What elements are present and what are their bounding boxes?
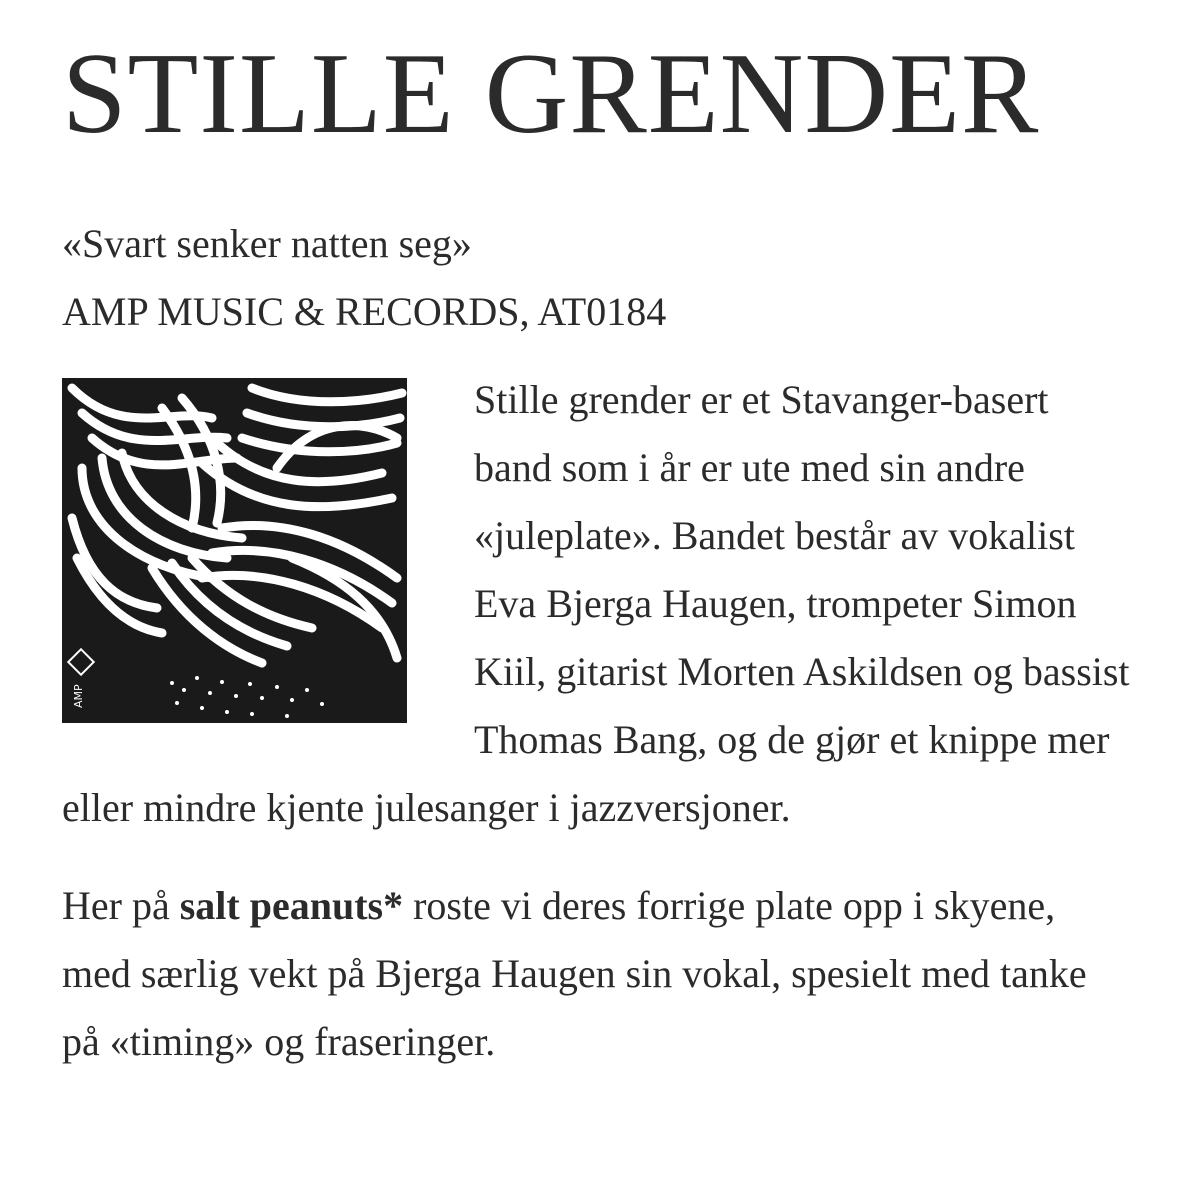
album-cover-art — [62, 378, 407, 723]
album-title: «Svart senker natten seg» — [62, 221, 472, 266]
review-paragraph-1: Stille grender er et Stavanger-basert band som i år er ute med sin andre «juleplate». Bandet består av vokalist Eva Bjerga Haugen, trompeter Simon Kiil, gitarist Morten Askildsen og bassist Thomas Bang, og de gjør et knippe mer eller mindre kjente julesanger i jazzversjoner. — [62, 377, 1130, 830]
paragraph-2-rest: roste vi deres forrige plate opp i skyene, med særlig vekt på Bjerga Haugen sin vokal, spesielt med tanke på «timing» og fraseringer. — [62, 883, 1087, 1064]
svg-text:AMP: AMP — [72, 684, 85, 708]
review-title: STILLE GRENDER — [62, 30, 1040, 158]
review-paragraph-2 — [62, 872, 1132, 1076]
publication-name: salt peanuts* — [179, 883, 404, 928]
cover-woodcut-illustration — [62, 378, 407, 723]
label-catalog: AMP MUSIC & RECORDS, AT0184 — [62, 289, 667, 334]
album-meta — [62, 210, 1132, 346]
review-article — [62, 0, 1132, 1076]
paragraph-2-lead: Her på — [62, 883, 180, 928]
